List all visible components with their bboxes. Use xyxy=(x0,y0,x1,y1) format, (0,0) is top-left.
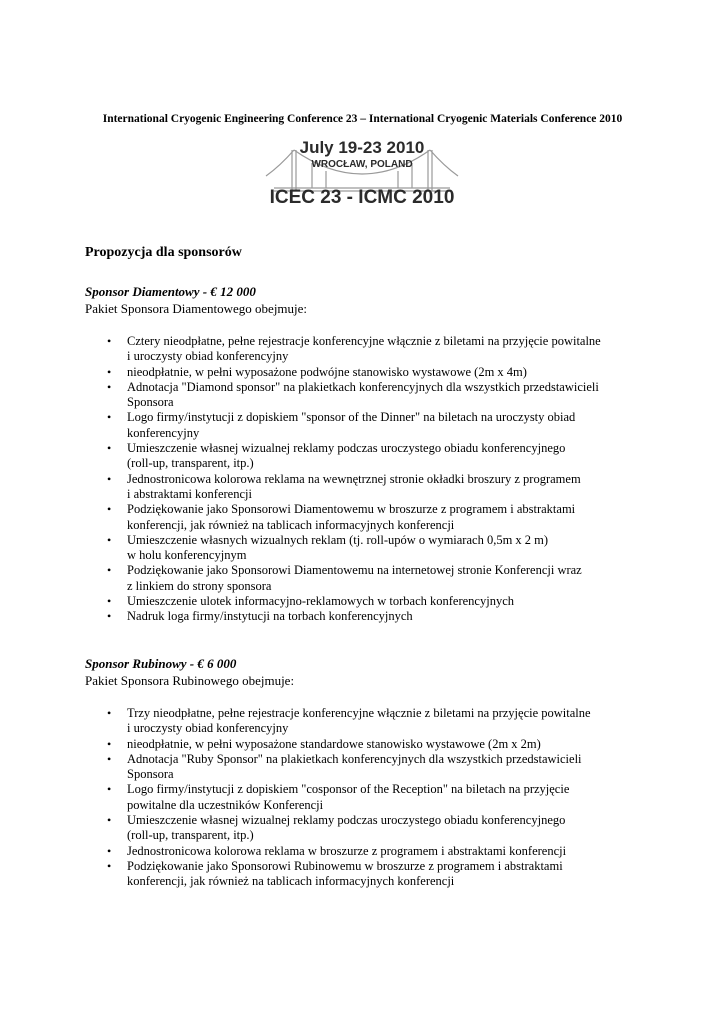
bullet-icon: • xyxy=(107,364,112,379)
bullet-icon: • xyxy=(107,379,112,394)
section-intro: Pakiet Sponsora Diamentowego obejmuje: xyxy=(85,301,308,316)
list-item xyxy=(85,782,645,813)
section-diamond-sponsor xyxy=(85,283,645,625)
list-item xyxy=(85,365,645,380)
list-item-text: Jednostronicowa kolorowa reklama na wewnętrznej stronie okładki broszury z programem xyxy=(127,471,581,486)
list-item xyxy=(85,813,645,844)
list-item-text: konferencji, jak również na tablicach informacyjnych konferencji xyxy=(127,517,455,532)
list-item-text: Umieszczenie własnej wizualnej reklamy podczas uroczystego obiadu konferencyjnego xyxy=(127,813,566,828)
list-item-text: w holu konferencyjnym xyxy=(127,548,247,563)
list-item-text: (roll-up, transparent, itp.) xyxy=(127,456,254,471)
list-item-text: konferencyjny xyxy=(127,425,200,440)
bullet-icon: • xyxy=(107,813,112,828)
list-item-text: Logo firmy/instytucji z dopiskiem "sponsor of the Dinner" na biletach na uroczysty obiad xyxy=(127,410,576,425)
bullet-icon: • xyxy=(107,594,112,609)
section-ruby-sponsor xyxy=(85,655,645,890)
conference-logo xyxy=(262,136,462,208)
bullet-icon: • xyxy=(107,532,112,547)
benefit-list xyxy=(85,334,645,625)
list-item-text: Trzy nieodpłatne, pełne rejestracje konferencyjne włącznie z biletami na przyjęcie powitalne xyxy=(127,706,591,720)
list-item-text: nieodpłatnie, w pełni wyposażone standardowe stanowisko wystawowe (2m x 2m) xyxy=(127,736,541,751)
list-item-text: Umieszczenie własnych wizualnych reklam (tj. roll-upów o wymiarach 0,5m x 2 m) xyxy=(127,532,549,547)
bullet-icon: • xyxy=(107,441,112,456)
list-item-text: Jednostronicowa kolorowa reklama w broszurze z programem i abstraktami konferencji xyxy=(127,843,567,858)
logo-dates: July 19-23 2010 xyxy=(299,138,425,157)
list-item-text: Podziękowanie jako Sponsorowi Diamentowemu w broszurze z programem i abstraktami xyxy=(127,502,576,517)
list-item xyxy=(85,334,645,365)
section-heading: Sponsor Diamentowy - € 12 000 xyxy=(85,284,256,299)
benefit-list xyxy=(85,706,645,890)
list-item-text: Adnotacja "Ruby Sponsor" na plakietkach konferencyjnych dla wszystkich przedstawicieli xyxy=(127,751,582,766)
section-intro: Pakiet Sponsora Rubinowego obejmuje: xyxy=(85,673,295,688)
list-item-text: i uroczysty obiad konferencyjny xyxy=(127,721,289,736)
list-item-text: Podziękowanie jako Sponsorowi Rubinowemu w broszurze z programem i abstraktami xyxy=(127,858,563,873)
bullet-icon: • xyxy=(107,843,112,858)
conference-header: International Cryogenic Engineering Conference 23 – International Cryogenic Materials Conference 2010 xyxy=(102,113,623,125)
list-item xyxy=(85,533,645,564)
list-item-text: Podziękowanie jako Sponsorowi Diamentowemu na internetowej stronie Konferencji wraz xyxy=(127,563,582,578)
logo-graphic xyxy=(262,136,462,208)
list-item xyxy=(85,706,645,737)
list-item xyxy=(85,563,645,594)
list-item xyxy=(85,752,645,783)
bullet-icon: • xyxy=(107,471,112,486)
list-item xyxy=(85,859,645,890)
bullet-icon: • xyxy=(107,502,112,517)
list-item-text: Adnotacja "Diamond sponsor" na plakietkach konferencyjnych dla wszystkich przedstawicieli xyxy=(127,379,599,394)
bullet-icon: • xyxy=(107,334,112,348)
list-item xyxy=(85,609,645,624)
bullet-icon: • xyxy=(107,782,112,797)
bullet-icon: • xyxy=(107,410,112,425)
list-item-text: i uroczysty obiad konferencyjny xyxy=(127,349,289,364)
logo-name: ICEC 23 - ICMC 2010 xyxy=(269,187,455,208)
list-item xyxy=(85,737,645,752)
list-item-text: Logo firmy/instytucji z dopiskiem "cosponsor of the Reception" na biletach na przyjęcie xyxy=(127,782,570,797)
bullet-icon: • xyxy=(107,751,112,766)
list-item xyxy=(85,441,645,472)
list-item-text: Sponsora xyxy=(127,395,174,410)
section-heading: Sponsor Rubinowy - € 6 000 xyxy=(85,656,237,671)
list-item xyxy=(85,410,645,441)
list-item xyxy=(85,594,645,609)
list-item-text: i abstraktami konferencji xyxy=(127,486,252,501)
list-item-text: Sponsora xyxy=(127,767,174,782)
list-item xyxy=(85,502,645,533)
list-item xyxy=(85,844,645,859)
bullet-icon: • xyxy=(107,609,112,624)
list-item-text: Cztery nieodpłatne, pełne rejestracje konferencyjne włącznie z biletami na przyjęcie powitalne xyxy=(127,334,601,348)
list-item xyxy=(85,380,645,411)
list-item-text: z linkiem do strony sponsora xyxy=(127,578,272,593)
bullet-icon: • xyxy=(107,563,112,578)
list-item-text: Umieszczenie własnej wizualnej reklamy podczas uroczystego obiadu konferencyjnego xyxy=(127,441,566,456)
list-item-text: Umieszczenie ulotek informacyjno-reklamowych w torbach konferencyjnych xyxy=(127,594,514,609)
bullet-icon: • xyxy=(107,706,112,720)
logo-city: WROCŁAW, POLAND xyxy=(311,159,413,170)
document-title: Propozycja dla sponsorów xyxy=(85,245,242,260)
bullet-icon: • xyxy=(107,858,112,873)
bullet-icon: • xyxy=(107,736,112,751)
list-item-text: (roll-up, transparent, itp.) xyxy=(127,828,254,843)
list-item-text: Nadruk loga firmy/instytucji na torbach konferencyjnych xyxy=(127,609,413,624)
list-item-text: powitalne dla uczestników Konferencji xyxy=(127,797,324,812)
list-item-text: nieodpłatnie, w pełni wyposażone podwójne stanowisko wystawowe (2m x 4m) xyxy=(127,364,527,379)
list-item xyxy=(85,472,645,503)
list-item-text: konferencji, jak również na tablicach informacyjnych konferencji xyxy=(127,874,455,889)
